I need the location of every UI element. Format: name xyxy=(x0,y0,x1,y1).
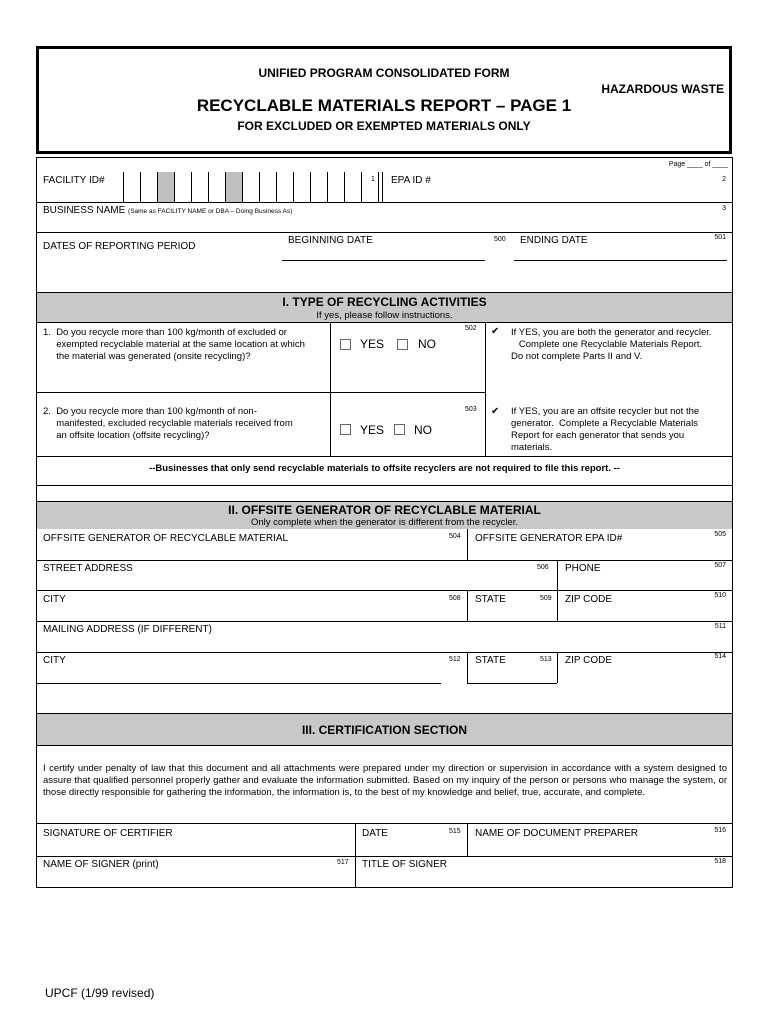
ending-date-input[interactable] xyxy=(514,260,727,261)
certification-statement: I certify under penalty of law that this document and all attachments were prepared under my direction or supervision in accordance with a system designed to assure that qualified personnel properly gather and evaluate the information submitted. Based on my inquiry of the person or persons who manage the system, or those directly responsible for gathering the information, the information is, to the best of my knowledge and belief, true, accurate, and complete. xyxy=(43,763,727,798)
business-name-note: (Same as FACILITY NAME or DBA – Doing Business As) xyxy=(128,208,293,215)
signature-label: SIGNATURE OF CERTIFIER xyxy=(43,828,173,839)
check-icon: ✔ xyxy=(491,326,500,337)
section1-title: I. TYPE OF RECYCLING ACTIVITIES xyxy=(282,295,487,309)
question-2: 2. Do you recycle more than 100 kg/month of non- manifested, excluded recyclable materials received from an offsite location (offsite recycling)? xyxy=(43,406,293,441)
signer-name-number: 517 xyxy=(337,859,349,866)
mailing-city-label: CITY xyxy=(43,655,66,666)
generator-name-label: OFFSITE GENERATOR OF RECYCLABLE MATERIAL xyxy=(43,533,289,544)
q2-yes-checkbox[interactable] xyxy=(340,424,351,435)
street-address-label: STREET ADDRESS xyxy=(43,563,133,574)
form-subtitle: FOR EXCLUDED OR EXEMPTED MATERIALS ONLY xyxy=(237,119,531,133)
state-label: STATE xyxy=(475,594,506,605)
signer-name-input[interactable] xyxy=(37,856,355,887)
phone-input[interactable] xyxy=(558,560,732,590)
generator-name-input[interactable] xyxy=(37,529,467,560)
mailing-address-input[interactable] xyxy=(37,621,732,652)
state-number: 509 xyxy=(540,595,552,602)
form-revision: UPCF (1/99 revised) xyxy=(45,986,155,1000)
mailing-city-number: 512 xyxy=(449,656,461,663)
form-body xyxy=(36,157,733,888)
epa-id-label: EPA ID # xyxy=(391,175,431,186)
form-header xyxy=(36,46,732,154)
beginning-date-number: 500 xyxy=(494,236,506,243)
mailing-zip-label: ZIP CODE xyxy=(565,655,613,666)
form-title: RECYCLABLE MATERIALS REPORT – PAGE 1 xyxy=(196,96,572,115)
section1-footnote: --Businesses that only send recyclable materials to offsite recyclers are not required to file this report. -- xyxy=(149,463,620,474)
epa-id-input[interactable] xyxy=(383,172,731,202)
mailing-zip-input[interactable] xyxy=(558,652,732,683)
signer-name-label: NAME OF SIGNER (print) xyxy=(43,859,159,870)
reporting-period-label: DATES OF REPORTING PERIOD xyxy=(43,241,196,252)
street-address-input[interactable] xyxy=(37,560,557,590)
form-category: HAZARDOUS WASTE xyxy=(601,82,724,96)
question-1: 1. Do you recycle more than 100 kg/month of excluded or exempted recyclable material at the same location at which the material was generated (onsite recycling)? xyxy=(43,327,305,362)
zip-code-number: 510 xyxy=(714,592,726,599)
q1-no-label: NO xyxy=(418,337,436,351)
question-1-number: 502 xyxy=(465,325,477,332)
epa-id-number: 2 xyxy=(722,176,726,183)
street-address-number: 506 xyxy=(537,564,549,571)
q2-no-checkbox[interactable] xyxy=(394,424,405,435)
section2-header xyxy=(37,501,732,529)
ending-date-number: 501 xyxy=(714,234,726,241)
signer-title-label: TITLE OF SIGNER xyxy=(362,859,448,870)
section1-subtitle: If yes, please follow instructions. xyxy=(316,310,453,321)
beginning-date-label: BEGINNING DATE xyxy=(288,235,373,246)
mailing-address-number: 511 xyxy=(714,623,726,630)
city-number: 508 xyxy=(449,595,461,602)
facility-id-input[interactable] xyxy=(123,158,380,202)
city-label: CITY xyxy=(43,594,66,605)
beginning-date-input[interactable] xyxy=(282,260,485,261)
mailing-city-input[interactable] xyxy=(37,652,467,683)
business-name-number: 3 xyxy=(722,205,726,212)
section3-title: III. CERTIFICATION SECTION xyxy=(301,723,468,737)
business-name-field[interactable] xyxy=(43,205,292,216)
generator-name-number: 504 xyxy=(449,533,461,540)
page-counter: Page ____ of ____ xyxy=(668,161,728,168)
signer-title-number: 518 xyxy=(714,858,726,865)
mailing-state-number: 513 xyxy=(540,656,552,663)
signature-input[interactable] xyxy=(37,823,355,856)
facility-id-number: 1 xyxy=(371,176,375,183)
generator-epa-label: OFFSITE GENERATOR EPA ID# xyxy=(475,533,623,544)
zip-code-input[interactable] xyxy=(558,590,732,621)
q2-yes-label: YES xyxy=(360,423,385,437)
form-name: UNIFIED PROGRAM CONSOLIDATED FORM xyxy=(258,66,510,80)
section2-subtitle: Only complete when the generator is different from the recycler. xyxy=(250,517,518,528)
check-icon: ✔ xyxy=(491,406,500,417)
ending-date-label: ENDING DATE xyxy=(520,235,588,246)
generator-epa-input[interactable] xyxy=(468,529,732,560)
phone-number: 507 xyxy=(714,562,726,569)
generator-epa-number: 505 xyxy=(714,531,726,538)
phone-label: PHONE xyxy=(565,563,601,574)
question-2-number: 503 xyxy=(465,406,477,413)
city-input[interactable] xyxy=(37,590,467,621)
date-number: 515 xyxy=(449,828,461,835)
facility-id-label: FACILITY ID# xyxy=(43,175,105,186)
mailing-address-label: MAILING ADDRESS (IF DIFFERENT) xyxy=(43,624,212,635)
q1-no-checkbox[interactable] xyxy=(397,339,408,350)
mailing-state-label: STATE xyxy=(475,655,506,666)
preparer-number: 516 xyxy=(714,827,726,834)
q1-yes-label: YES xyxy=(360,337,385,351)
preparer-input[interactable] xyxy=(468,823,732,856)
zip-code-label: ZIP CODE xyxy=(565,594,613,605)
q2-no-label: NO xyxy=(414,423,432,437)
mailing-zip-number: 514 xyxy=(714,653,726,660)
date-label: DATE xyxy=(362,828,388,839)
question-1-instruction: If YES, you are both the generator and recycler. Complete one Recyclable Materials Report. Do not complete Parts II and V. xyxy=(511,327,712,362)
business-name-label: BUSINESS NAME xyxy=(43,205,126,216)
section1-header xyxy=(37,293,732,322)
signer-title-input[interactable] xyxy=(356,856,732,887)
section2-title: II. OFFSITE GENERATOR OF RECYCLABLE MATERIAL xyxy=(228,503,541,517)
question-2-instruction: If YES, you are an offsite recycler but not the generator. Complete a Recyclable Materials Report for each generator that sends you materials. xyxy=(511,406,700,453)
section3-header xyxy=(37,714,732,745)
q1-yes-checkbox[interactable] xyxy=(340,339,351,350)
preparer-label: NAME OF DOCUMENT PREPARER xyxy=(475,828,638,839)
